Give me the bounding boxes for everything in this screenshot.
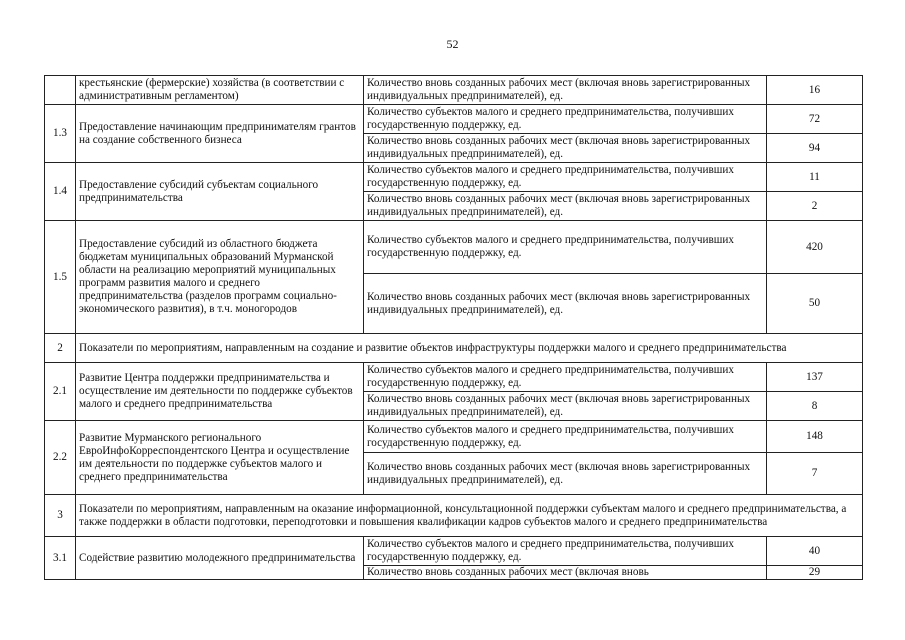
table-row: [45, 163, 863, 192]
indicator-value: 29: [767, 566, 863, 580]
indicator-value: 137: [767, 363, 863, 392]
measure-description: Предоставление субсидий субъектам социального предпринимательства: [76, 163, 364, 221]
indicator-value: 94: [767, 134, 863, 163]
table-row: [45, 105, 863, 134]
section-heading: Показатели по мероприятиям, направленным на оказание информационной, консультационной поддержки субъектам малого и среднего предпринимательства, а также поддержки в области подготовки, переподготовки и повышения квалификации кадров субъектов малого и среднего предпринимательства: [76, 495, 863, 537]
measure-description: Предоставление субсидий из областного бюджета бюджетам муниципальных образований Мурманской области на реализацию мероприятий муниципальных программ развития малого и среднего предпринимательства (разделов программ социально-экономического развития), в т.ч. моногородов: [76, 221, 364, 334]
indicator-value: 7: [767, 453, 863, 495]
table-row: [45, 221, 863, 274]
table-row: [45, 363, 863, 392]
indicator-value: 148: [767, 421, 863, 453]
row-number: 1.4: [45, 163, 76, 221]
indicator-label: Количество вновь созданных рабочих мест (включая вновь зарегистрированных индивидуальных предпринимателей), ед.: [364, 453, 767, 495]
indicators-table: [44, 75, 863, 580]
measure-description: Содействие развитию молодежного предпринимательства: [76, 537, 364, 580]
indicator-label: Количество субъектов малого и среднего предпринимательства, получивших государственную поддержку, ед.: [364, 363, 767, 392]
table-row: [45, 76, 863, 105]
indicator-value: 72: [767, 105, 863, 134]
indicator-label: Количество субъектов малого и среднего предпринимательства, получивших государственную поддержку, ед.: [364, 221, 767, 274]
measure-description: Предоставление начинающим предпринимателям грантов на создание собственного бизнеса: [76, 105, 364, 163]
indicator-label: Количество вновь созданных рабочих мест (включая вновь зарегистрированных индивидуальных предпринимателей), ед.: [364, 76, 767, 105]
indicator-label: Количество субъектов малого и среднего предпринимательства, получивших государственную поддержку, ед.: [364, 537, 767, 566]
row-number: [45, 76, 76, 105]
row-number: 1.3: [45, 105, 76, 163]
indicator-value: 2: [767, 192, 863, 221]
row-number: 2.1: [45, 363, 76, 421]
table-row: [45, 421, 863, 453]
indicator-label: Количество вновь созданных рабочих мест (включая вновь зарегистрированных индивидуальных предпринимателей), ед.: [364, 134, 767, 163]
indicator-label: Количество вновь созданных рабочих мест (включая вновь зарегистрированных индивидуальных предпринимателей), ед.: [364, 274, 767, 334]
section-row: [45, 495, 863, 537]
indicator-value: 420: [767, 221, 863, 274]
indicator-label: Количество субъектов малого и среднего предпринимательства, получивших государственную поддержку, ед.: [364, 421, 767, 453]
indicator-label: Количество субъектов малого и среднего предпринимательства, получивших государственную поддержку, ед.: [364, 105, 767, 134]
page-number: 52: [446, 37, 459, 51]
row-number: 3.1: [45, 537, 76, 580]
indicator-value: 40: [767, 537, 863, 566]
indicator-label: Количество вновь созданных рабочих мест (включая вновь: [364, 566, 767, 580]
indicator-label: Количество вновь созданных рабочих мест (включая вновь зарегистрированных индивидуальных предпринимателей), ед.: [364, 192, 767, 221]
indicator-value: 11: [767, 163, 863, 192]
indicator-label: Количество вновь созданных рабочих мест (включая вновь зарегистрированных индивидуальных предпринимателей), ед.: [364, 392, 767, 421]
indicator-label: Количество субъектов малого и среднего предпринимательства, получивших государственную поддержку, ед.: [364, 163, 767, 192]
row-number: 2.2: [45, 421, 76, 495]
section-heading: Показатели по мероприятиям, направленным на создание и развитие объектов инфраструктуры поддержки малого и среднего предпринимательства: [76, 334, 863, 363]
row-number: 3: [45, 495, 76, 537]
indicator-value: 8: [767, 392, 863, 421]
measure-description: Развитие Мурманского регионального ЕвроИнфоКорреспондентского Центра и осуществление им деятельности по поддержке субъектов малого и среднего предпринимательства: [76, 421, 364, 495]
indicator-value: 16: [767, 76, 863, 105]
row-number: 2: [45, 334, 76, 363]
indicator-value: 50: [767, 274, 863, 334]
table-row: [45, 537, 863, 566]
measure-description: Развитие Центра поддержки предпринимательства и осуществление им деятельности по поддержке субъектов малого и среднего предпринимательства: [76, 363, 364, 421]
section-row: [45, 334, 863, 363]
measure-description: крестьянские (фермерские) хозяйства (в соответствии с административным регламентом): [76, 76, 364, 105]
row-number: 1.5: [45, 221, 76, 334]
